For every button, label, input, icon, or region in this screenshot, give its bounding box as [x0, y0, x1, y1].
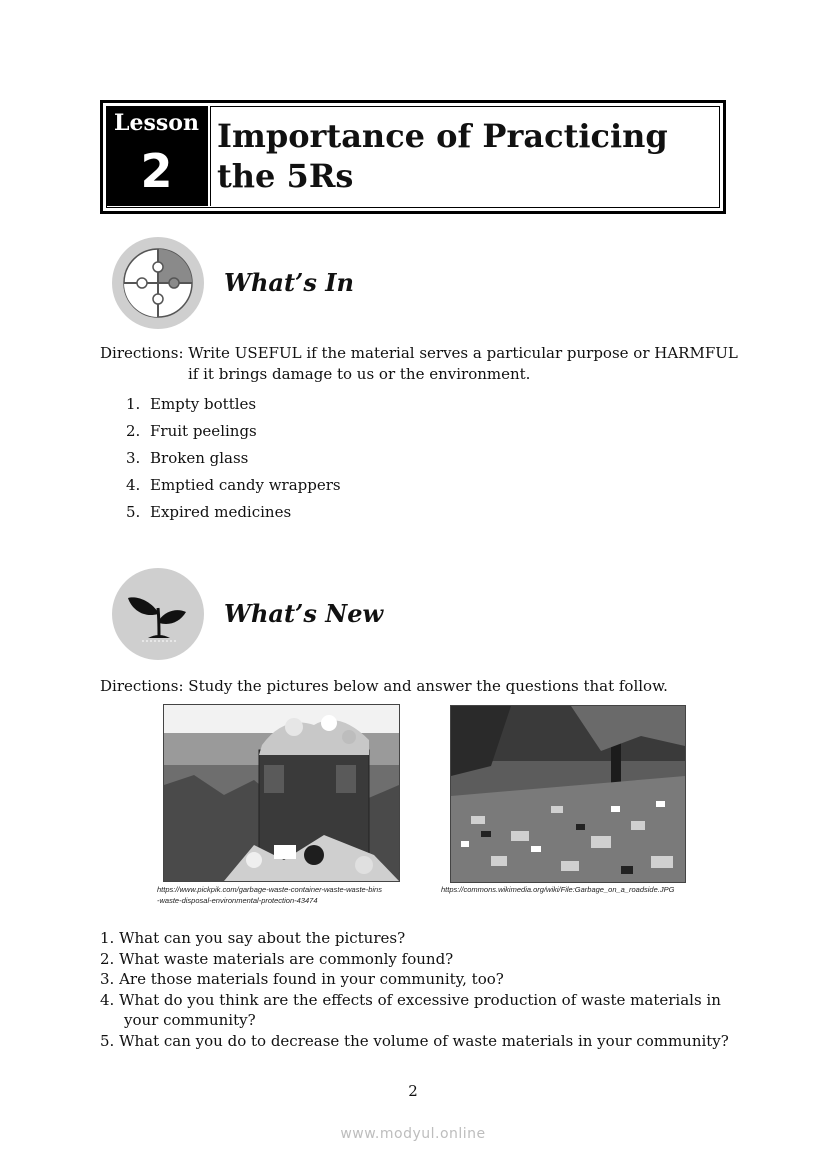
whats-new-directions: Directions: Study the pictures below and answer the questions that follow. — [100, 677, 668, 695]
lesson-title-line2: the 5Rs — [217, 157, 354, 195]
page-number: 2 — [408, 1082, 418, 1100]
photo-garbage-roadside — [450, 705, 686, 883]
lesson-title-line1: Importance of Practicing — [217, 117, 668, 155]
photo2-credit: https://commons.wikimedia.org/wiki/File:Garbage_on_a_roadside.JPG — [441, 885, 675, 894]
photo-garbage-container — [163, 704, 400, 882]
puzzle-icon — [112, 237, 204, 329]
question-5: 5. What can you do to decrease the volume of waste materials in your community? — [100, 1031, 729, 1050]
photo1-credit — [157, 884, 382, 906]
photo1-credit-line1: https://www.pickpik.com/garbage-waste-container-waste-waste-bins — [157, 885, 382, 894]
question-3: 3. Are those materials found in your community, too? — [100, 970, 504, 988]
whats-in-directions-line2: if it brings damage to us or the environment. — [188, 365, 531, 383]
lesson-label: Lesson — [114, 110, 199, 136]
whats-in-list — [126, 391, 341, 526]
photo1-credit-line2: -waste-disposal-environmental-protection-43474 — [157, 896, 318, 905]
list-item: 2. Fruit peelings — [126, 422, 257, 440]
list-item: 4. Emptied candy wrappers — [126, 476, 341, 494]
whats-in-directions-line1: Directions: Write USEFUL if the material serves a particular purpose or HARMFUL — [100, 344, 738, 362]
questions-list — [100, 928, 740, 1051]
list-item: 3. Broken glass — [126, 449, 249, 467]
question-1: 1. What can you say about the pictures? — [100, 929, 406, 947]
lesson-number: 2 — [140, 144, 173, 198]
sprout-icon — [112, 568, 204, 660]
whats-in-heading: What’s In — [224, 268, 354, 297]
question-4: 4. What do you think are the effects of excessive production of waste materials in — [100, 990, 721, 1009]
lesson-divider — [207, 106, 211, 206]
list-item: 5. Expired medicines — [126, 503, 292, 521]
question-4-continued: your community? — [124, 1011, 256, 1029]
lesson-badge — [106, 106, 207, 206]
watermark: www.modyul.online — [340, 1126, 486, 1142]
whats-new-heading: What’s New — [224, 599, 384, 628]
question-2: 2. What waste materials are commonly found? — [100, 949, 454, 968]
list-item: 1. Empty bottles — [126, 395, 257, 413]
lesson-title — [217, 116, 707, 196]
